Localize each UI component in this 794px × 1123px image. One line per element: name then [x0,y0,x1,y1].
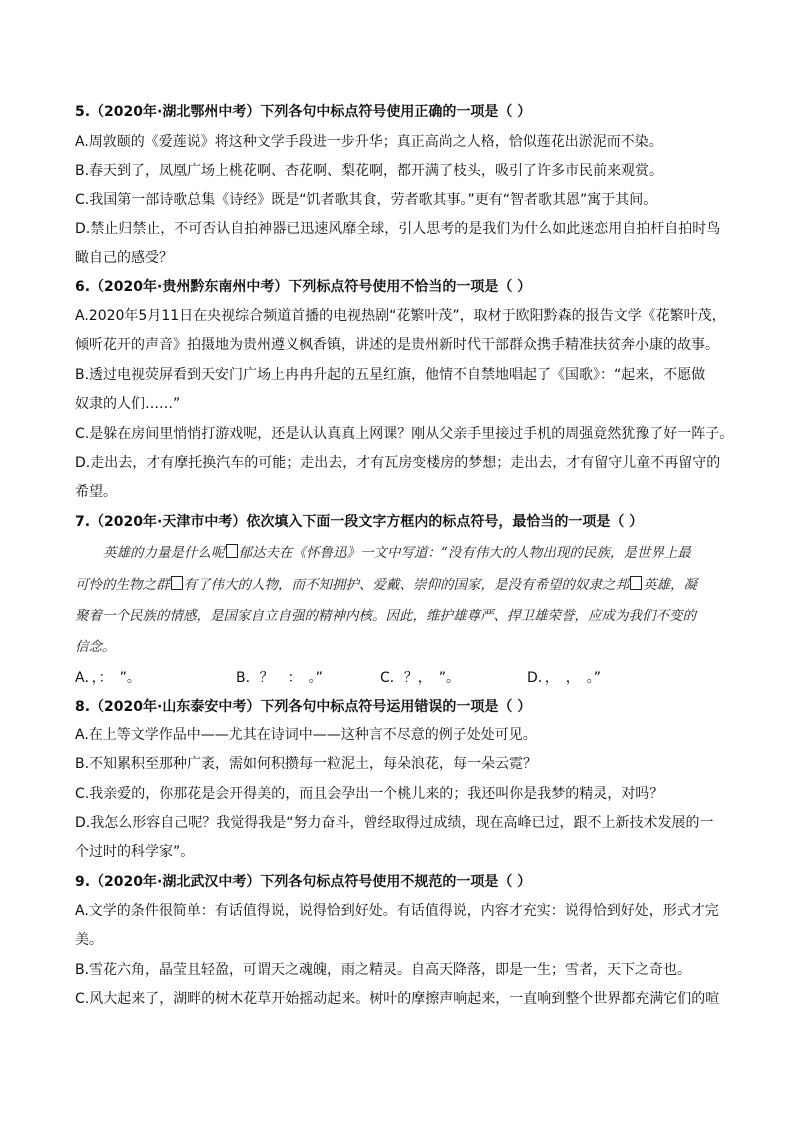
answer-blank-box-2 [171,576,183,590]
q7-option-b: B．？ ： 。” [236,670,323,686]
q7-option-a: A．，： ”。 [75,670,141,686]
q9-option-a-line2: 美。 [75,932,103,948]
question-6-heading: 6.（2020年·贵州黔东南州中考）下列标点符号使用不恰当的一项是（ ） [75,279,532,295]
q8-option-b: B.不知累积至那种广袤，需如何积攒每一粒泥土，每朵浪花，每一朵云霓？ [75,756,538,772]
q5-option-b: B.春天到了，凤凰广场上桃花啊、杏花啊、梨花啊，都开满了枝头，吸引了许多市民前来观赏。 [75,163,664,179]
q7-option-c: C．？， ”。 [380,670,461,686]
passage-text: 可怜的生物之群 [75,577,170,593]
passage-text: 英雄，凝 [643,577,697,593]
q9-option-b: B.雪花六角，晶莹且轻盈，可谓天之魂魄，雨之精灵。自高天降落，即是一生；雪者，天下之奇也。 [75,962,692,978]
passage-text: 有了伟大的人物，而不知拥护、爱戴、崇仰的国家，是没有希望的奴隶之邦 [183,577,629,593]
q5-option-d-line1: D.禁止归禁止，不可否认自拍神器已迅速风靡全球，引人思考的是我们为什么如此迷恋用自拍杆自拍时鸟 [75,221,721,237]
q6-option-d-line2: 希望。 [75,484,117,500]
q9-option-a-line1: A.文学的条件很简单：有话值得说，说得恰到好处。有话值得说，内容才充实：说得恰到好处，形式才完 [75,903,719,919]
q9-option-c: C.风大起来了，湖畔的树木花草开始摇动起来。树叶的摩擦声响起来，一直响到整个世界都充满它们的喧 [75,991,720,1007]
question-7-heading: 7.（2020年·天津市中考）依次填入下面一段文字方框内的标点符号，最恰当的一项是（ ） [75,514,644,530]
passage-text: 郁达夫在《怀鲁迅》一文中写道：“没有伟大的人物出现的民族，是世界上最 [238,545,691,561]
q6-option-b-line1: B.透过电视荧屏看到天安门广场上冉冉升起的五星红旗，他情不自禁地唱起了《国歌》：“起来，不愿做 [75,367,706,383]
q8-option-a: A.在上等文学作品中——尤其在诗词中——这种言不尽意的例子处处可见。 [75,727,537,743]
answer-blank-box-1 [226,544,238,558]
q6-option-c: C.是躲在房间里悄悄打游戏呢，还是认认真真上网课？刚从父亲手里接过手机的周强竟然犹豫了好一阵子。 [75,426,734,442]
question-9-heading: 9.（2020年·湖北武汉中考）下列各句标点符号使用不规范的一项是（ ） [75,874,532,890]
q8-option-d-line2: 个过时的科学家”。 [75,844,195,860]
q7-passage-line3: 聚着一个民族的情感，是国家自立自强的精神内核。因此，维护雄尊严、捍卫雄荣誉，应成为我们不变的 [75,608,696,624]
q6-option-b-line2: 奴隶的人们……” [75,396,181,412]
q6-option-a-line2: 倾听花开的声音》拍摄地为贵州遵义枫香镇，讲述的是贵州新时代干部群众携手精准扶贫奔小康的故事。 [75,337,719,353]
answer-blank-box-3 [630,576,642,590]
q5-option-c: C.我国第一部诗歌总集《诗经》既是“饥者歌其食，劳者歌其事。”更有“智者歌其恩”寓于其间。 [75,192,658,208]
q5-option-d-line2: 瞰自己的感受？ [75,250,173,266]
q5-option-a: A.周敦颐的《爱莲说》将这种文学手段进一步升华；真正高尚之人格，恰似莲花出淤泥而不染。 [75,134,663,150]
q6-option-a-line1: A.2020年5月11日在央视综合频道首播的电视热剧“花繁叶茂”，取材于欧阳黔森的报告文学《花繁叶茂， [75,308,726,324]
q7-option-d: D．， ， 。” [527,670,602,686]
q6-option-d-line1: D.走出去，才有摩托换汽车的可能；走出去，才有瓦房变楼房的梦想；走出去，才有留守儿童不再留守的 [75,455,721,471]
q8-option-d-line1: D.我怎么形容自己呢？我觉得我是“努力奋斗，曾经取得过成绩，现在高峰已过，跟不上新技术发展的一 [75,815,714,831]
question-8-heading: 8.（2020年·山东泰安中考）下列各句中标点符号运用错误的一项是（ ） [75,699,532,715]
passage-text: 英雄的力量是什么呢 [103,545,225,561]
q7-passage-line1 [103,543,691,563]
q7-passage-line4: 信念。 [75,639,116,655]
question-5-heading: 5.（2020年·湖北鄂州中考）下列各句中标点符号使用正确的一项是（ ） [75,104,532,120]
q8-option-c: C.我亲爱的，你那花是会开得美的，而且会孕出一个桃儿来的；我还叫你是我梦的精灵，对吗？ [75,786,664,802]
q7-passage-line2 [75,575,697,595]
